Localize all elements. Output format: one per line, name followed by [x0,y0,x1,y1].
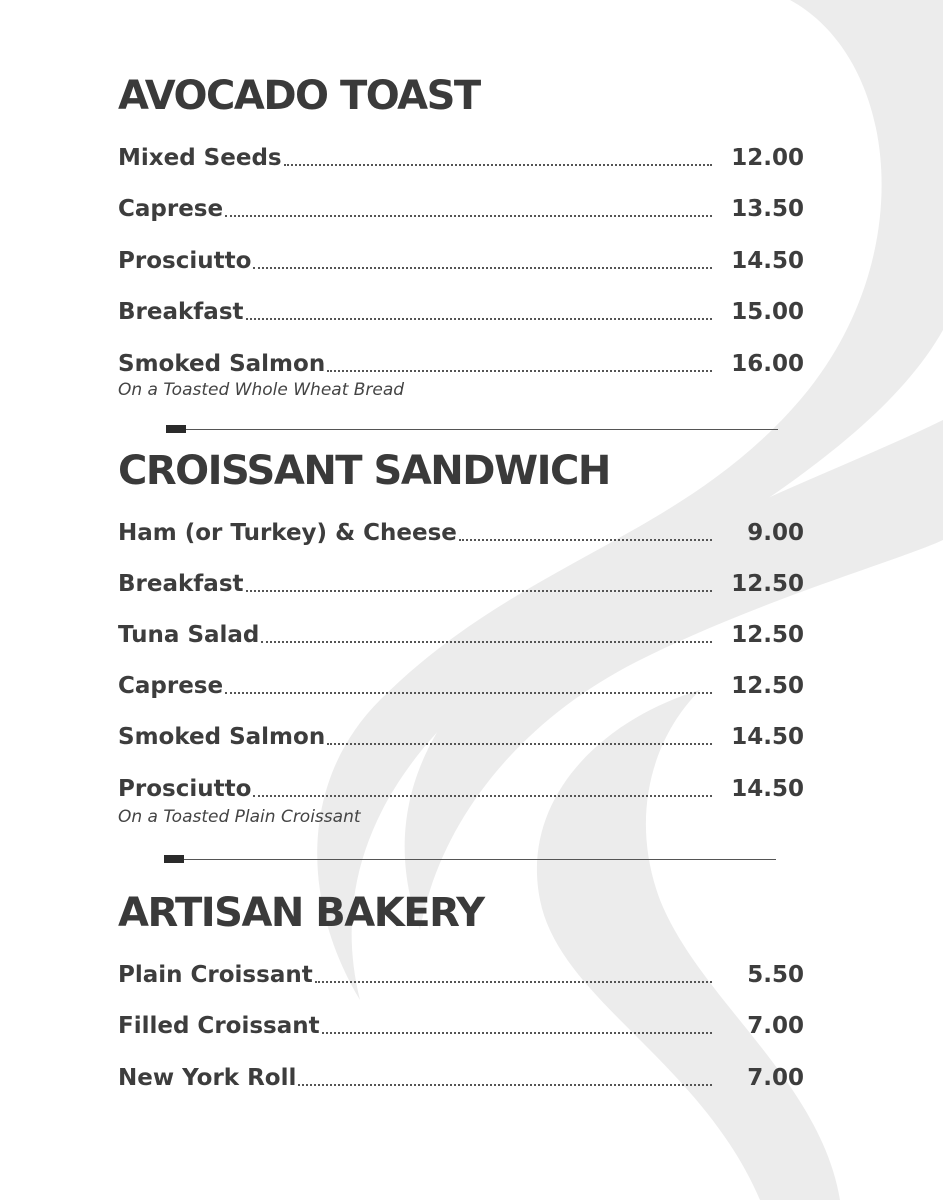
section-artisan-bakery [118,890,818,1091]
dot-leader [253,267,712,269]
section-croissant-sandwich [118,448,818,827]
dot-leader [225,692,712,694]
section-avocado-toast [118,73,818,400]
section-title: CROISSANT SANDWICH [118,448,610,494]
item-price: 7.00 [747,1065,804,1091]
item-price: 15.00 [731,299,804,325]
item-price: 12.50 [731,622,804,648]
menu-item [118,138,804,172]
dot-leader [246,318,712,320]
item-name: Prosciutto [118,776,252,802]
dot-leader [284,164,712,166]
dot-leader [225,215,712,217]
item-name: Caprese [118,673,224,699]
menu-item [118,513,804,547]
menu-item [118,564,804,598]
section-divider [166,425,778,435]
dot-leader [246,590,712,592]
section-divider [164,855,776,865]
item-name: Filled Croissant [118,1013,320,1039]
dot-leader [261,641,712,643]
item-name: Smoked Salmon [118,351,326,377]
section-title: ARTISAN BAKERY [118,890,484,936]
dot-leader [322,1032,712,1034]
item-name: Ham (or Turkey) & Cheese [118,520,457,546]
section-note: On a Toasted Whole Wheat Bread [118,380,405,400]
dot-leader [315,981,712,983]
item-name: Caprese [118,196,224,222]
item-name: New York Roll [118,1065,297,1091]
dot-leader [459,539,712,541]
dot-leader [298,1084,712,1086]
item-name: Plain Croissant [118,962,313,988]
item-price: 14.50 [731,776,804,802]
item-name: Breakfast [118,571,244,597]
item-price: 9.00 [747,520,804,546]
section-note: On a Toasted Plain Croissant [118,807,361,827]
item-name: Prosciutto [118,248,252,274]
menu-item [118,292,804,326]
menu-item [118,769,804,803]
item-price: 14.50 [731,248,804,274]
dot-leader [253,795,712,797]
menu-item [118,1006,804,1040]
item-price: 7.00 [747,1013,804,1039]
menu-item [118,955,804,989]
item-price: 13.50 [731,196,804,222]
menu-item [118,344,804,378]
item-price: 16.00 [731,351,804,377]
section-title: AVOCADO TOAST [118,73,480,119]
menu-item [118,241,804,275]
menu-item [118,717,804,751]
menu-item [118,666,804,700]
item-price: 14.50 [731,724,804,750]
item-name: Breakfast [118,299,244,325]
item-name: Tuna Salad [118,622,260,648]
item-name: Smoked Salmon [118,724,326,750]
dot-leader [327,743,712,745]
menu-item [118,615,804,649]
item-price: 12.50 [731,571,804,597]
item-price: 12.50 [731,673,804,699]
item-price: 5.50 [747,962,804,988]
dot-leader [327,370,712,372]
menu-item [118,189,804,223]
item-name: Mixed Seeds [118,145,282,171]
item-price: 12.00 [731,145,804,171]
menu-item [118,1058,804,1092]
